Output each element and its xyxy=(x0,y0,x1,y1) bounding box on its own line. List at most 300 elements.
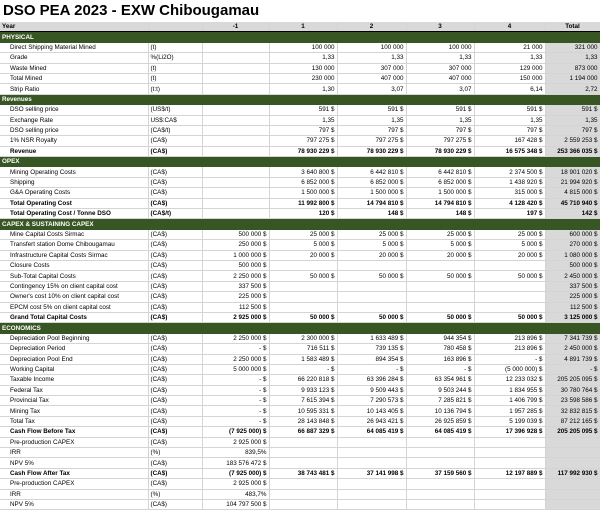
cell-year[interactable]: 1 583 489 $ xyxy=(269,354,337,364)
cell-year[interactable]: 6 852 000 $ xyxy=(269,177,337,187)
row-unit[interactable]: (CA$) xyxy=(148,198,202,208)
cell-year[interactable]: 2 925 000 $ xyxy=(202,437,269,447)
row-unit[interactable]: (CA$) xyxy=(148,312,202,322)
cell-year[interactable]: 20 000 $ xyxy=(474,250,545,260)
cell-year[interactable] xyxy=(202,73,269,83)
cell-year[interactable]: 78 930 229 $ xyxy=(269,146,337,156)
cell-year[interactable]: 407 000 xyxy=(337,73,406,83)
cell-total[interactable]: 117 992 930 $ xyxy=(545,468,600,478)
cell-year[interactable]: 26 943 421 $ xyxy=(337,416,406,426)
cell-total[interactable]: 591 $ xyxy=(545,105,600,115)
cell-year[interactable]: 225 000 $ xyxy=(202,292,269,302)
cell-total[interactable]: 32 832 815 $ xyxy=(545,406,600,416)
cell-year[interactable] xyxy=(406,260,474,270)
cell-year[interactable] xyxy=(406,479,474,489)
row-label[interactable]: Total Mined xyxy=(0,73,148,83)
cell-year[interactable]: 9 503 244 $ xyxy=(406,385,474,395)
cell-total[interactable]: 2 559 253 $ xyxy=(545,136,600,146)
row-label[interactable]: Cash Flow Before Tax xyxy=(0,427,148,437)
cell-year[interactable]: 5 000 $ xyxy=(406,240,474,250)
cell-year[interactable]: 230 000 xyxy=(269,73,337,83)
cell-year[interactable]: 64 085 419 $ xyxy=(337,427,406,437)
cell-year[interactable]: 197 $ xyxy=(474,209,545,219)
cell-year[interactable]: 5 000 $ xyxy=(269,240,337,250)
cell-year[interactable] xyxy=(269,281,337,291)
cell-total[interactable]: 2 450 000 $ xyxy=(545,344,600,354)
cell-year[interactable]: 797 275 $ xyxy=(406,136,474,146)
cell-year[interactable]: 5 000 $ xyxy=(337,240,406,250)
cell-year[interactable] xyxy=(474,479,545,489)
cell-year[interactable]: 213 896 $ xyxy=(474,344,545,354)
row-unit[interactable]: (CA$) xyxy=(148,240,202,250)
cell-total[interactable] xyxy=(545,499,600,509)
cell-year[interactable]: 104 797 500 $ xyxy=(202,499,269,509)
cell-year[interactable] xyxy=(269,458,337,468)
row-unit[interactable]: (CA$) xyxy=(148,333,202,343)
cell-year[interactable]: 1,35 xyxy=(337,115,406,125)
row-unit[interactable]: (CA$) xyxy=(148,271,202,281)
cell-year[interactable]: 213 896 $ xyxy=(474,333,545,343)
cell-total[interactable]: 142 $ xyxy=(545,209,600,219)
cell-year[interactable]: 2 374 500 $ xyxy=(474,167,545,177)
cell-year[interactable] xyxy=(406,458,474,468)
row-label[interactable]: Waste Mined xyxy=(0,63,148,73)
row-unit[interactable]: (CA$) xyxy=(148,396,202,406)
cell-year[interactable]: 591 $ xyxy=(474,105,545,115)
row-label[interactable]: DSO selling price xyxy=(0,105,148,115)
cell-year[interactable]: 1,33 xyxy=(474,53,545,63)
cell-year[interactable] xyxy=(202,146,269,156)
cell-year[interactable] xyxy=(474,489,545,499)
cell-year[interactable]: 1 438 920 $ xyxy=(474,177,545,187)
row-label[interactable]: Shipping xyxy=(0,177,148,187)
row-unit[interactable]: (CA$) xyxy=(148,292,202,302)
cell-year[interactable] xyxy=(337,260,406,270)
cell-year[interactable]: 66 220 818 $ xyxy=(269,375,337,385)
cell-total[interactable]: 1,33 xyxy=(545,53,600,63)
cell-year[interactable]: - $ xyxy=(337,364,406,374)
row-label[interactable]: IRR xyxy=(0,448,148,458)
row-label[interactable]: Strip Ratio xyxy=(0,84,148,94)
cell-year[interactable]: - $ xyxy=(202,344,269,354)
row-unit[interactable]: (CA$/t) xyxy=(148,209,202,219)
cell-year[interactable] xyxy=(202,209,269,219)
cell-year[interactable] xyxy=(269,448,337,458)
cell-year[interactable] xyxy=(202,84,269,94)
row-label[interactable]: Revenue xyxy=(0,146,148,156)
cell-year[interactable] xyxy=(474,437,545,447)
cell-year[interactable]: 797 275 $ xyxy=(269,136,337,146)
cell-year[interactable] xyxy=(202,167,269,177)
row-label[interactable]: Provincial Tax xyxy=(0,396,148,406)
row-label[interactable]: Grade xyxy=(0,53,148,63)
row-unit[interactable]: (CA$) xyxy=(148,302,202,312)
row-unit[interactable]: (CA$) xyxy=(148,281,202,291)
cell-year[interactable]: 25 000 $ xyxy=(269,229,337,239)
cell-year[interactable] xyxy=(474,292,545,302)
section-label[interactable]: CAPEX & SUSTAINING CAPEX xyxy=(0,219,600,229)
cell-year[interactable]: 6 442 810 $ xyxy=(406,167,474,177)
cell-year[interactable] xyxy=(406,292,474,302)
cell-year[interactable]: 5 199 039 $ xyxy=(474,416,545,426)
header-year-label[interactable]: Year xyxy=(0,22,148,32)
row-unit[interactable]: (%) xyxy=(148,489,202,499)
cell-year[interactable]: 38 743 481 $ xyxy=(269,468,337,478)
cell-year[interactable]: 21 000 xyxy=(474,42,545,52)
row-unit[interactable]: (CA$) xyxy=(148,146,202,156)
cell-year[interactable]: 739 135 $ xyxy=(337,344,406,354)
cell-year[interactable]: 28 143 848 $ xyxy=(269,416,337,426)
row-unit[interactable]: (CA$) xyxy=(148,177,202,187)
cell-year[interactable]: 5 000 $ xyxy=(474,240,545,250)
cell-year[interactable] xyxy=(202,177,269,187)
cell-year[interactable]: - $ xyxy=(474,354,545,364)
cell-year[interactable] xyxy=(202,125,269,135)
cell-total[interactable]: 1 194 000 xyxy=(545,73,600,83)
cell-year[interactable]: 1,35 xyxy=(269,115,337,125)
cell-year[interactable] xyxy=(337,458,406,468)
cell-year[interactable]: 337 500 $ xyxy=(202,281,269,291)
row-unit[interactable]: (CA$) xyxy=(148,344,202,354)
cell-year[interactable]: 1 834 955 $ xyxy=(474,385,545,395)
cell-year[interactable]: 6 442 810 $ xyxy=(337,167,406,177)
row-label[interactable]: Mining Operating Costs xyxy=(0,167,148,177)
cell-year[interactable]: - $ xyxy=(202,416,269,426)
row-label[interactable]: G&A Operating Costs xyxy=(0,188,148,198)
cell-total[interactable]: 87 212 165 $ xyxy=(545,416,600,426)
cell-year[interactable]: 12 197 889 $ xyxy=(474,468,545,478)
row-unit[interactable]: (CA$) xyxy=(148,406,202,416)
cell-year[interactable]: 130 000 xyxy=(269,63,337,73)
cell-year[interactable] xyxy=(474,448,545,458)
cell-year[interactable] xyxy=(406,302,474,312)
cell-total[interactable]: 112 500 $ xyxy=(545,302,600,312)
cell-year[interactable]: 1 633 489 $ xyxy=(337,333,406,343)
cell-total[interactable] xyxy=(545,458,600,468)
cell-year[interactable]: 50 000 $ xyxy=(406,271,474,281)
cell-year[interactable]: 50 000 $ xyxy=(337,271,406,281)
cell-year[interactable]: 50 000 $ xyxy=(474,312,545,322)
cell-year[interactable]: 25 000 $ xyxy=(406,229,474,239)
row-unit[interactable]: (CA$) xyxy=(148,167,202,177)
row-unit[interactable]: (CA$) xyxy=(148,260,202,270)
cell-year[interactable]: 407 000 xyxy=(406,73,474,83)
cell-total[interactable]: 30 780 764 $ xyxy=(545,385,600,395)
row-unit[interactable]: (CA$) xyxy=(148,437,202,447)
cell-year[interactable]: 50 000 $ xyxy=(269,312,337,322)
cell-year[interactable] xyxy=(474,458,545,468)
row-unit[interactable]: (CA$) xyxy=(148,427,202,437)
row-label[interactable]: Direct Shipping Material Mined xyxy=(0,42,148,52)
section-label[interactable]: ECONOMICS xyxy=(0,323,600,333)
cell-year[interactable]: 944 354 $ xyxy=(406,333,474,343)
cell-year[interactable] xyxy=(337,489,406,499)
header-unit[interactable] xyxy=(148,22,202,32)
row-label[interactable]: 1% NSR Royalty xyxy=(0,136,148,146)
cell-year[interactable]: 315 000 $ xyxy=(474,188,545,198)
cell-year[interactable]: 797 $ xyxy=(474,125,545,135)
cell-total[interactable]: 45 710 940 $ xyxy=(545,198,600,208)
cell-year[interactable]: 63 354 961 $ xyxy=(406,375,474,385)
cell-year[interactable]: 1 500 000 $ xyxy=(406,188,474,198)
cell-year[interactable]: 307 000 xyxy=(406,63,474,73)
cell-year[interactable]: 780 458 $ xyxy=(406,344,474,354)
cell-total[interactable]: 18 901 020 $ xyxy=(545,167,600,177)
cell-total[interactable]: 797 $ xyxy=(545,125,600,135)
cell-year[interactable]: 20 000 $ xyxy=(269,250,337,260)
cell-year[interactable]: 7 615 394 $ xyxy=(269,396,337,406)
cell-year[interactable]: 7 285 821 $ xyxy=(406,396,474,406)
row-label[interactable]: Infrastructure Capital Costs Sirmac xyxy=(0,250,148,260)
cell-year[interactable] xyxy=(202,63,269,73)
row-unit[interactable]: (CA$) xyxy=(148,364,202,374)
row-label[interactable]: Grand Total Capital Costs xyxy=(0,312,148,322)
cell-year[interactable] xyxy=(269,292,337,302)
cell-year[interactable]: 183 576 472 $ xyxy=(202,458,269,468)
row-label[interactable]: Owner's cost 10% on client capital cost xyxy=(0,292,148,302)
row-unit[interactable]: (CA$/t) xyxy=(148,125,202,135)
row-unit[interactable]: (t:t) xyxy=(148,84,202,94)
row-label[interactable]: Sub-Total Capital Costs xyxy=(0,271,148,281)
cell-year[interactable]: (7 925 000) $ xyxy=(202,427,269,437)
cell-year[interactable]: 500 000 $ xyxy=(202,260,269,270)
cell-year[interactable]: - $ xyxy=(202,396,269,406)
cell-year[interactable]: 1 406 799 $ xyxy=(474,396,545,406)
cell-year[interactable]: 25 000 $ xyxy=(337,229,406,239)
cell-year[interactable]: 12 233 032 $ xyxy=(474,375,545,385)
cell-year[interactable]: 11 992 800 $ xyxy=(269,198,337,208)
cell-year[interactable]: (7 925 000) $ xyxy=(202,468,269,478)
cell-year[interactable]: 3,07 xyxy=(406,84,474,94)
cell-year[interactable]: 591 $ xyxy=(337,105,406,115)
header-col[interactable]: 2 xyxy=(337,22,406,32)
cell-year[interactable]: 37 159 560 $ xyxy=(406,468,474,478)
cell-year[interactable]: 9 933 123 $ xyxy=(269,385,337,395)
cell-year[interactable]: 1,33 xyxy=(269,53,337,63)
cell-year[interactable]: 716 511 $ xyxy=(269,344,337,354)
cell-year[interactable] xyxy=(406,499,474,509)
cell-year[interactable]: 1,35 xyxy=(406,115,474,125)
cell-year[interactable] xyxy=(337,302,406,312)
cell-year[interactable]: 1 500 000 $ xyxy=(337,188,406,198)
row-label[interactable]: Total Operating Cost xyxy=(0,198,148,208)
cell-total[interactable]: 4 891 739 $ xyxy=(545,354,600,364)
cell-year[interactable] xyxy=(337,437,406,447)
cell-year[interactable]: - $ xyxy=(202,375,269,385)
cell-year[interactable] xyxy=(406,448,474,458)
cell-year[interactable]: 129 000 xyxy=(474,63,545,73)
header-col[interactable]: 4 xyxy=(474,22,545,32)
cell-total[interactable]: 270 000 $ xyxy=(545,240,600,250)
cell-total[interactable]: 1,35 xyxy=(545,115,600,125)
cell-year[interactable]: 250 000 $ xyxy=(202,240,269,250)
cell-year[interactable] xyxy=(337,281,406,291)
row-label[interactable]: Total Operating Cost / Tonne DSO xyxy=(0,209,148,219)
cell-total[interactable]: 7 341 739 $ xyxy=(545,333,600,343)
cell-year[interactable]: 307 000 xyxy=(337,63,406,73)
row-label[interactable]: Mining Tax xyxy=(0,406,148,416)
cell-year[interactable] xyxy=(406,437,474,447)
cell-year[interactable]: 2 250 000 $ xyxy=(202,271,269,281)
cell-total[interactable]: 1 080 000 $ xyxy=(545,250,600,260)
cell-year[interactable]: 2 250 000 $ xyxy=(202,333,269,343)
cell-year[interactable]: 148 $ xyxy=(406,209,474,219)
cell-total[interactable]: 321 000 xyxy=(545,42,600,52)
cell-year[interactable]: - $ xyxy=(202,385,269,395)
cell-year[interactable]: 591 $ xyxy=(269,105,337,115)
row-unit[interactable]: (CA$) xyxy=(148,354,202,364)
row-label[interactable]: Transfert station Dome Chibougamau xyxy=(0,240,148,250)
row-unit[interactable]: (CA$) xyxy=(148,416,202,426)
row-label[interactable]: Depreciation Pool End xyxy=(0,354,148,364)
cell-total[interactable]: 3 125 000 $ xyxy=(545,312,600,322)
cell-year[interactable]: 797 $ xyxy=(406,125,474,135)
row-unit[interactable]: (CA$) xyxy=(148,499,202,509)
cell-year[interactable]: 797 $ xyxy=(337,125,406,135)
cell-year[interactable] xyxy=(474,260,545,270)
cell-year[interactable] xyxy=(202,198,269,208)
cell-total[interactable]: 337 500 $ xyxy=(545,281,600,291)
cell-year[interactable]: 14 794 810 $ xyxy=(337,198,406,208)
cell-year[interactable] xyxy=(202,105,269,115)
cell-year[interactable]: 78 930 229 $ xyxy=(337,146,406,156)
row-label[interactable]: Pre-production CAPEX xyxy=(0,479,148,489)
cell-year[interactable]: 50 000 $ xyxy=(406,312,474,322)
cell-year[interactable] xyxy=(337,479,406,489)
row-unit[interactable]: %(Li2O) xyxy=(148,53,202,63)
cell-year[interactable]: 797 275 $ xyxy=(337,136,406,146)
cell-year[interactable]: 4 128 420 $ xyxy=(474,198,545,208)
cell-year[interactable]: 20 000 $ xyxy=(337,250,406,260)
row-unit[interactable]: (CA$) xyxy=(148,468,202,478)
cell-year[interactable]: 6 852 000 $ xyxy=(337,177,406,187)
cell-year[interactable] xyxy=(269,489,337,499)
cell-year[interactable]: - $ xyxy=(406,364,474,374)
cell-year[interactable]: 14 794 810 $ xyxy=(406,198,474,208)
row-unit[interactable]: (t) xyxy=(148,42,202,52)
row-label[interactable]: Depreciation Pool Beginning xyxy=(0,333,148,343)
row-unit[interactable]: (CA$) xyxy=(148,250,202,260)
cell-year[interactable]: 1,33 xyxy=(337,53,406,63)
cell-total[interactable]: 2,72 xyxy=(545,84,600,94)
cell-year[interactable]: 25 000 $ xyxy=(474,229,545,239)
header-col[interactable]: 3 xyxy=(406,22,474,32)
cell-total[interactable]: 873 000 xyxy=(545,63,600,73)
cell-year[interactable]: 1,30 xyxy=(269,84,337,94)
row-label[interactable]: EPCM cost 5% on client capital cost xyxy=(0,302,148,312)
row-label[interactable]: NPV 5% xyxy=(0,499,148,509)
cell-year[interactable] xyxy=(474,499,545,509)
cell-year[interactable] xyxy=(474,302,545,312)
row-unit[interactable]: (CA$) xyxy=(148,375,202,385)
section-label[interactable]: Revenues xyxy=(0,94,600,104)
cell-year[interactable]: 37 141 998 $ xyxy=(337,468,406,478)
section-label[interactable]: PHYSICAL xyxy=(0,32,600,42)
cell-year[interactable]: 63 396 284 $ xyxy=(337,375,406,385)
row-label[interactable]: Closure Costs xyxy=(0,260,148,270)
cell-year[interactable] xyxy=(269,260,337,270)
cell-year[interactable]: 66 887 329 $ xyxy=(269,427,337,437)
cell-total[interactable] xyxy=(545,489,600,499)
cell-year[interactable]: 10 143 405 $ xyxy=(337,406,406,416)
row-label[interactable]: IRR xyxy=(0,489,148,499)
cell-year[interactable] xyxy=(202,42,269,52)
cell-total[interactable] xyxy=(545,479,600,489)
cell-year[interactable]: 1 500 000 $ xyxy=(269,188,337,198)
header-col[interactable]: 1 xyxy=(269,22,337,32)
row-label[interactable]: Cash Flow After Tax xyxy=(0,468,148,478)
row-label[interactable]: Mine Capital Costs Sirmac xyxy=(0,229,148,239)
cell-total[interactable]: - $ xyxy=(545,364,600,374)
row-unit[interactable]: (CA$) xyxy=(148,458,202,468)
cell-year[interactable]: 26 925 859 $ xyxy=(406,416,474,426)
cell-year[interactable]: 2 300 000 $ xyxy=(269,333,337,343)
cell-year[interactable]: 120 $ xyxy=(269,209,337,219)
cell-total[interactable] xyxy=(545,437,600,447)
cell-year[interactable]: 6 852 000 $ xyxy=(406,177,474,187)
cell-year[interactable] xyxy=(474,281,545,291)
cell-year[interactable]: 1,35 xyxy=(474,115,545,125)
cell-year[interactable]: 78 930 229 $ xyxy=(406,146,474,156)
cell-year[interactable]: 112 500 $ xyxy=(202,302,269,312)
row-label[interactable]: Exchange Rate xyxy=(0,115,148,125)
row-unit[interactable]: (US$/t) xyxy=(148,105,202,115)
cell-year[interactable]: 1,33 xyxy=(406,53,474,63)
cell-year[interactable]: 167 428 $ xyxy=(474,136,545,146)
cell-year[interactable]: 6,14 xyxy=(474,84,545,94)
cell-year[interactable]: 9 509 443 $ xyxy=(337,385,406,395)
row-unit[interactable]: (CA$) xyxy=(148,385,202,395)
row-unit[interactable]: (CA$) xyxy=(148,136,202,146)
cell-year[interactable]: 10 136 794 $ xyxy=(406,406,474,416)
cell-year[interactable] xyxy=(202,53,269,63)
cell-year[interactable]: 7 290 573 $ xyxy=(337,396,406,406)
header-col[interactable]: -1 xyxy=(202,22,269,32)
cell-year[interactable]: 64 085 419 $ xyxy=(406,427,474,437)
cell-year[interactable]: 17 396 928 $ xyxy=(474,427,545,437)
cell-total[interactable]: 23 598 586 $ xyxy=(545,396,600,406)
cell-total[interactable] xyxy=(545,448,600,458)
cell-year[interactable]: 148 $ xyxy=(337,209,406,219)
header-total[interactable]: Total xyxy=(545,22,600,32)
row-label[interactable]: Depreciation Period xyxy=(0,344,148,354)
cell-year[interactable] xyxy=(269,302,337,312)
row-label[interactable]: Taxable Income xyxy=(0,375,148,385)
cell-year[interactable] xyxy=(337,499,406,509)
row-label[interactable]: Total Tax xyxy=(0,416,148,426)
cell-total[interactable]: 205 205 095 $ xyxy=(545,427,600,437)
row-label[interactable]: DSO selling price xyxy=(0,125,148,135)
cell-year[interactable] xyxy=(337,448,406,458)
cell-year[interactable]: 163 896 $ xyxy=(406,354,474,364)
cell-year[interactable]: (5 000 000) $ xyxy=(474,364,545,374)
row-unit[interactable]: (%) xyxy=(148,448,202,458)
cell-total[interactable]: 4 815 000 $ xyxy=(545,188,600,198)
cell-year[interactable]: 839,5% xyxy=(202,448,269,458)
cell-year[interactable]: 500 000 $ xyxy=(202,229,269,239)
cell-year[interactable]: 591 $ xyxy=(406,105,474,115)
cell-year[interactable]: - $ xyxy=(269,364,337,374)
cell-year[interactable]: 1 000 000 $ xyxy=(202,250,269,260)
row-unit[interactable]: (t) xyxy=(148,63,202,73)
cell-year[interactable]: 1 957 285 $ xyxy=(474,406,545,416)
row-label[interactable]: Federal Tax xyxy=(0,385,148,395)
cell-year[interactable] xyxy=(202,115,269,125)
row-label[interactable]: Pre-production CAPEX xyxy=(0,437,148,447)
row-label[interactable]: Working Capital xyxy=(0,364,148,374)
cell-year[interactable]: 483,7% xyxy=(202,489,269,499)
cell-year[interactable]: 50 000 $ xyxy=(474,271,545,281)
